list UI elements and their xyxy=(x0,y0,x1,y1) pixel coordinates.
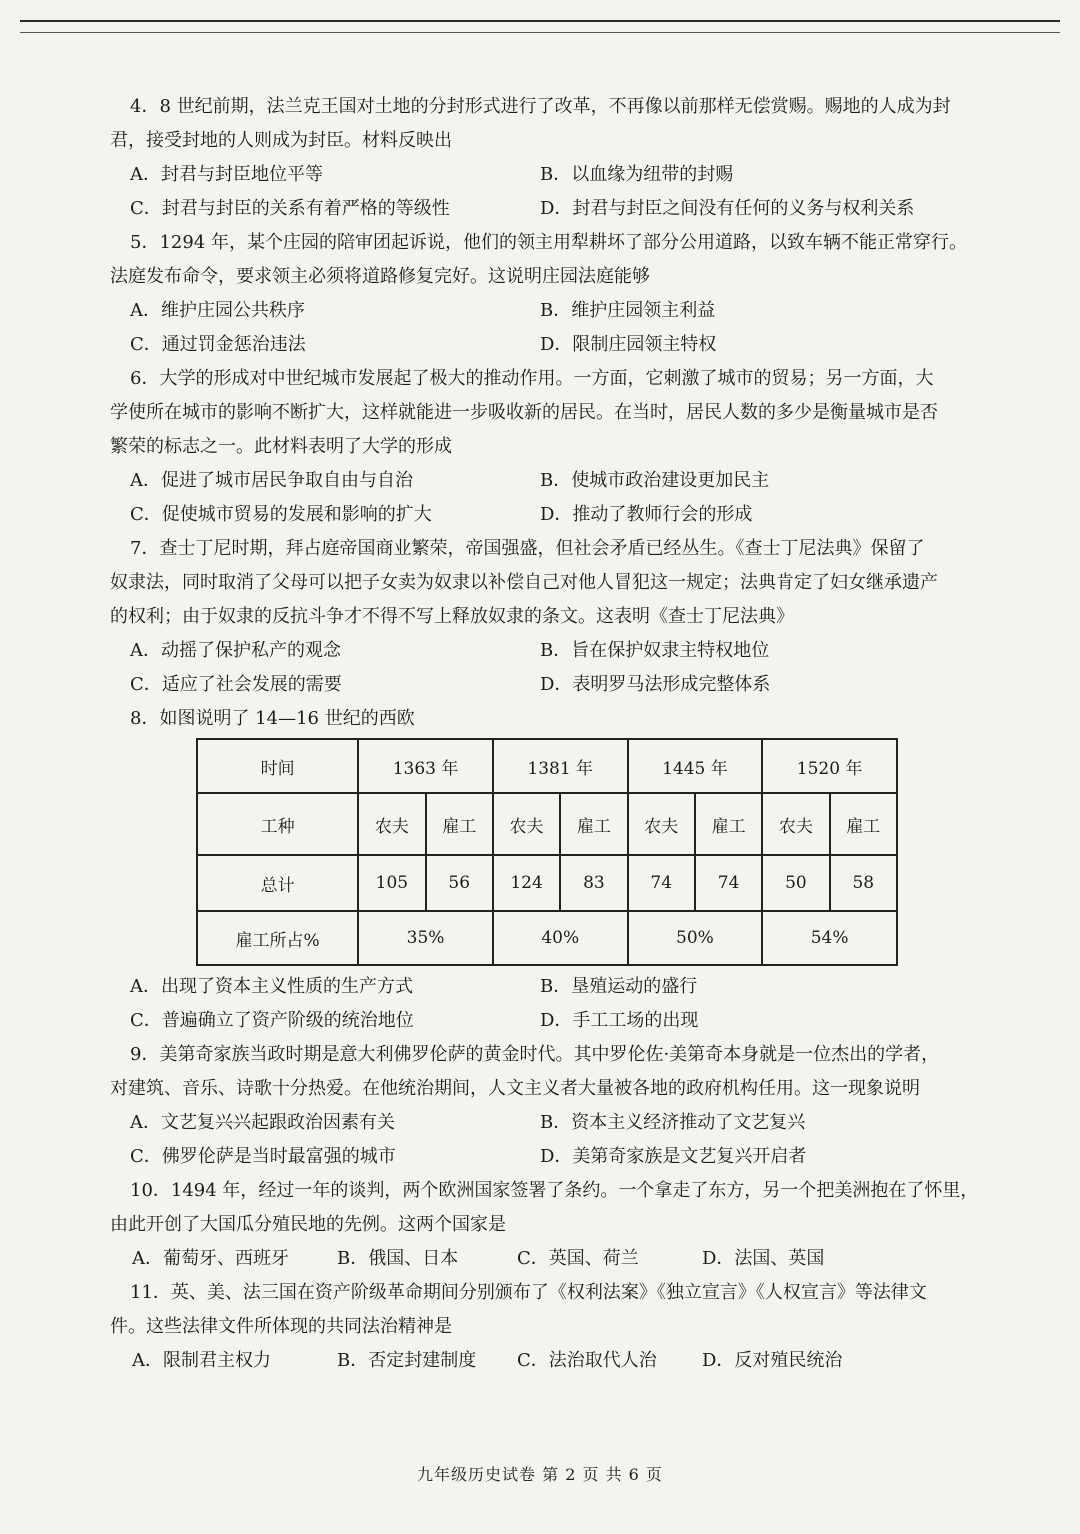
question-6 xyxy=(110,362,985,532)
year-header: 1381 年 xyxy=(493,739,628,793)
option-b: B．资本主义经济推动了文艺复兴 xyxy=(540,1112,806,1133)
options xyxy=(110,1106,985,1174)
question-stem: 君，接受封地的人则成为封臣。材料反映出 xyxy=(110,130,452,151)
option-b: B．维护庄园领主利益 xyxy=(540,300,716,321)
option-d: D．限制庄园领主特权 xyxy=(540,334,717,355)
total-farmers: 50 xyxy=(762,855,829,911)
options xyxy=(110,464,985,532)
hired-percent: 40% xyxy=(493,911,628,965)
hired-percent: 35% xyxy=(358,911,493,965)
option-d: D．美第奇家族是文艺复兴开启者 xyxy=(540,1146,807,1167)
hired-percent: 54% xyxy=(762,911,897,965)
job-type-farmer: 农夫 xyxy=(762,793,829,855)
year-header: 1445 年 xyxy=(628,739,763,793)
question-stem: 8．如图说明了 14—16 世纪的西欧 xyxy=(130,708,415,729)
table-row xyxy=(197,855,897,911)
job-type-hired: 雇工 xyxy=(695,793,762,855)
job-type-farmer: 农夫 xyxy=(358,793,425,855)
question-stem: 由此开创了大国瓜分殖民地的先例。这两个国家是 xyxy=(110,1214,506,1235)
header-rule-thin xyxy=(20,32,1060,33)
option-c: C．英国、荷兰 xyxy=(517,1248,639,1269)
question-stem: 的权利；由于奴隶的反抗斗争才不得不写上释放奴隶的条文。这表明《查士丁尼法典》 xyxy=(110,606,794,627)
option-c: C．适应了社会发展的需要 xyxy=(130,674,342,695)
total-farmers: 105 xyxy=(358,855,425,911)
question-8 xyxy=(110,702,985,1038)
data-table xyxy=(196,738,898,966)
option-d: D．封君与封臣之间没有任何的义务与权利关系 xyxy=(540,198,915,219)
option-d: D．手工工场的出现 xyxy=(540,1010,699,1031)
option-a: A．促进了城市居民争取自由与自治 xyxy=(130,470,413,491)
total-farmers: 124 xyxy=(493,855,560,911)
page-footer: 九年级历史试卷 第 2 页 共 6 页 xyxy=(417,1465,663,1484)
question-stem: 7．查士丁尼时期，拜占庭帝国商业繁荣，帝国强盛，但社会矛盾已经丛生。《查士丁尼法典》保留了 xyxy=(130,538,925,559)
year-header: 1520 年 xyxy=(762,739,897,793)
question-stem: 6．大学的形成对中世纪城市发展起了极大的推动作用。一方面，它刺激了城市的贸易；另一方面，大 xyxy=(130,368,934,389)
options xyxy=(110,1242,985,1276)
job-type-hired: 雇工 xyxy=(426,793,493,855)
table-row xyxy=(197,793,897,855)
option-d: D．推动了教师行会的形成 xyxy=(540,504,753,525)
question-stem: 繁荣的标志之一。此材料表明了大学的形成 xyxy=(110,436,452,457)
option-c: C．佛罗伦萨是当时最富强的城市 xyxy=(130,1146,396,1167)
question-11 xyxy=(110,1276,985,1378)
question-4 xyxy=(110,90,985,226)
question-10 xyxy=(110,1174,985,1276)
row-label: 工种 xyxy=(197,793,358,855)
total-hired: 83 xyxy=(560,855,627,911)
option-a: A．封君与封臣地位平等 xyxy=(130,164,323,185)
hired-percent: 50% xyxy=(628,911,763,965)
option-d: D．法国、英国 xyxy=(702,1248,825,1269)
question-9 xyxy=(110,1038,985,1174)
question-stem: 10．1494 年，经过一年的谈判，两个欧洲国家签署了条约。一个拿走了东方，另一个把美洲抱在了怀里， xyxy=(130,1180,979,1201)
option-b: B．俄国、日本 xyxy=(337,1248,459,1269)
options xyxy=(110,1344,985,1378)
option-a: A．维护庄园公共秩序 xyxy=(130,300,305,321)
options xyxy=(110,634,985,702)
total-hired: 74 xyxy=(695,855,762,911)
option-d: D．表明罗马法形成完整体系 xyxy=(540,674,771,695)
row-label: 时间 xyxy=(197,739,358,793)
exam-page xyxy=(110,90,985,1378)
question-stem: 对建筑、音乐、诗歌十分热爱。在他统治期间，人文主义者大量被各地的政府机构任用。这一现象说明 xyxy=(110,1078,920,1099)
option-a: A．动摇了保护私产的观念 xyxy=(130,640,341,661)
question-stem: 件。这些法律文件所体现的共同法治精神是 xyxy=(110,1316,452,1337)
option-c: C．封君与封臣的关系有着严格的等级性 xyxy=(130,198,450,219)
job-type-hired: 雇工 xyxy=(830,793,897,855)
total-hired: 56 xyxy=(426,855,493,911)
question-stem: 奴隶法，同时取消了父母可以把子女卖为奴隶以补偿自己对他人冒犯这一规定；法典肯定了妇女继承遗产 xyxy=(110,572,938,593)
option-b: B．以血缘为纽带的封赐 xyxy=(540,164,734,185)
option-b: B．使城市政治建设更加民主 xyxy=(540,470,770,491)
row-label: 雇工所占% xyxy=(197,911,358,965)
question-7 xyxy=(110,532,985,702)
option-a: A．出现了资本主义性质的生产方式 xyxy=(130,976,413,997)
job-type-hired: 雇工 xyxy=(560,793,627,855)
option-c: C．法治取代人治 xyxy=(517,1350,657,1371)
table-row xyxy=(197,739,897,793)
option-c: C．普遍确立了资产阶级的统治地位 xyxy=(130,1010,414,1031)
total-hired: 58 xyxy=(830,855,897,911)
option-d: D．反对殖民统治 xyxy=(702,1350,843,1371)
options xyxy=(110,970,985,1038)
question-stem: 9．美第奇家族当政时期是意大利佛罗伦萨的黄金时代。其中罗伦佐·美第奇本身就是一位杰出的学者， xyxy=(130,1044,940,1065)
option-b: B．垦殖运动的盛行 xyxy=(540,976,698,997)
job-type-farmer: 农夫 xyxy=(493,793,560,855)
option-a: A．文艺复兴兴起跟政治因素有关 xyxy=(130,1112,395,1133)
question-stem: 11．英、美、法三国在资产阶级革命期间分别颁布了《权利法案》《独立宣言》《人权宣言》等法律文 xyxy=(130,1282,927,1303)
question-stem: 学使所在城市的影响不断扩大，这样就能进一步吸收新的居民。在当时，居民人数的多少是衡量城市是否 xyxy=(110,402,938,423)
option-b: B．否定封建制度 xyxy=(337,1350,477,1371)
total-farmers: 74 xyxy=(628,855,695,911)
table-row xyxy=(197,911,897,965)
question-stem: 法庭发布命令，要求领主必须将道路修复完好。这说明庄园法庭能够 xyxy=(110,266,650,287)
question-5 xyxy=(110,226,985,362)
options xyxy=(110,294,985,362)
question-stem: 5．1294 年，某个庄园的陪审团起诉说，他们的领主用犁耕坏了部分公用道路，以致车辆不能正常穿行。 xyxy=(130,232,967,253)
option-a: A．葡萄牙、西班牙 xyxy=(132,1248,289,1269)
options xyxy=(110,158,985,226)
question-stem: 4．8 世纪前期，法兰克王国对土地的分封形式进行了改革，不再像以前那样无偿赏赐。赐地的人成为封 xyxy=(130,96,951,117)
option-a: A．限制君主权力 xyxy=(132,1350,271,1371)
job-type-farmer: 农夫 xyxy=(628,793,695,855)
option-c: C．通过罚金惩治违法 xyxy=(130,334,306,355)
header-rule xyxy=(20,20,1060,22)
year-header: 1363 年 xyxy=(358,739,493,793)
option-b: B．旨在保护奴隶主特权地位 xyxy=(540,640,770,661)
option-c: C．促使城市贸易的发展和影响的扩大 xyxy=(130,504,432,525)
row-label: 总计 xyxy=(197,855,358,911)
